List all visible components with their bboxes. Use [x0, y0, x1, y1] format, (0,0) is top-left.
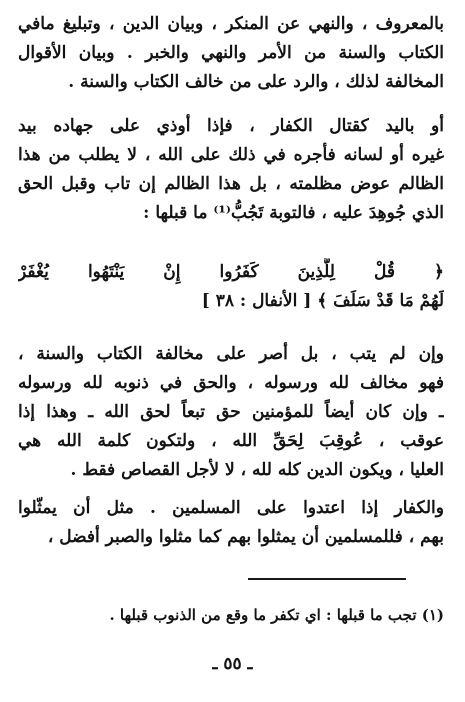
- text-line: غيره أو لسانه فأجره في ذلك على الله ، لا يطلب من هذا: [18, 145, 444, 165]
- text-line: وإن لم يتب ، بل أصر على مخالفة الكتاب والسنة ،: [18, 344, 444, 364]
- text-line: بهم ، فللمسلمين أن يمثلوا بهم كما مثلوا والصبر أفضل ،: [47, 527, 444, 547]
- footnote-divider: [248, 578, 406, 580]
- paragraph-1: [18, 10, 444, 97]
- page-number: ـ ٥٥ ـ: [212, 654, 253, 674]
- text-line: عوقب ، عُوقِبَ لِحَقِّ الله ، ولتكون كلمة الله هي: [18, 431, 444, 451]
- text-line: فهو مخالف لله ورسوله ، والحق في ذنوبه لله ورسوله: [18, 373, 444, 393]
- verse-line: لَهُمْ مَا قَدْ سَلَفَ ﴾ [ الأنفال : ٣٨ ]: [201, 291, 444, 311]
- quran-verse: [18, 258, 444, 316]
- text-line: أو باليد كقتال الكفار ، فإذا أوذي على جهاده بيد: [18, 116, 444, 136]
- text-line: المخالفة لذلك ، والرد على من خالف الكتاب والسنة .: [68, 72, 444, 92]
- text-line: العليا ، ويكون الدين كله لله ، لا لأجل القصاص فقط .: [70, 460, 444, 480]
- verse-line: ﴿ قُلْ لِلَّذِينَ كَفَرُوا إِنْ يَنْتَهُوا يُغْفَرْ: [18, 262, 444, 282]
- text-line: الكتاب والسنة من الأمر والنهي والخبر . وبيان الأقوال: [18, 43, 444, 63]
- paragraph-4: [18, 494, 444, 552]
- paragraph-3: [18, 340, 444, 485]
- text-line: الظالم عوض مظلمته ، بل هذا الظالم إن تاب وقبل الحق: [18, 174, 444, 194]
- text-line: الذي جُوهِدَ عليه ، فالتوبة تَجُبُّ⁽¹⁾ ما قبلها :: [143, 203, 444, 223]
- text-line: والكفار إذا اعتدوا على المسلمين . مثل أن يمثّلوا: [18, 498, 444, 518]
- paragraph-2: [18, 112, 444, 228]
- text-line: بالمعروف ، والنهي عن المنكر ، وبيان الدين ، وتبليغ مافي: [18, 14, 444, 34]
- footnote: (١) تجب ما قبلها : اي تكفر ما وقع من الذنوب قبلها .: [109, 606, 444, 624]
- text-line: ـ وإن كان أيضاً للمؤمنين حق تبعاً لحق الله ـ وهذا إذا: [18, 402, 444, 422]
